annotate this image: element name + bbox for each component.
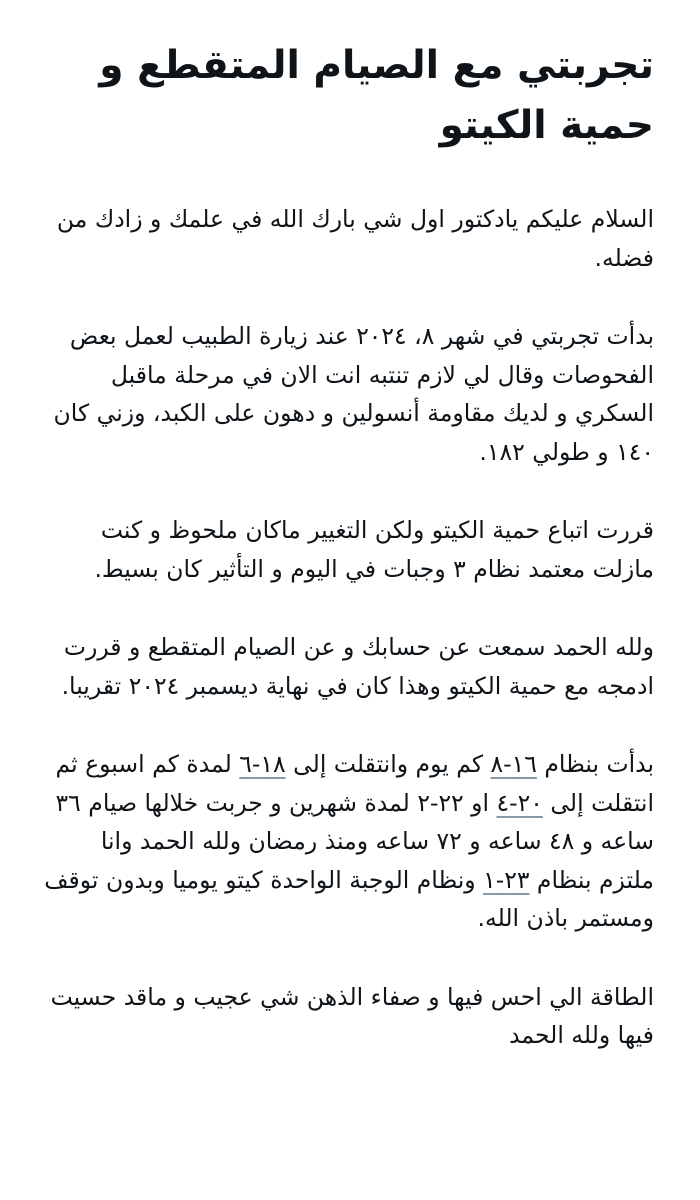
schedule-link-20-4[interactable]: ٢٠-٤: [496, 788, 543, 817]
schedule-text-2: كم يوم وانتقلت إلى: [285, 750, 491, 778]
schedule-text-1: بدأت بنظام: [536, 750, 654, 778]
paragraph-keto: قررت اتباع حمية الكيتو ولكن التغيير ماكان ملحوظ و كنت مازلت معتمد نظام ٣ وجبات في اليوم و التأثير كان بسيط.: [94, 516, 654, 583]
paragraph-energy: الطاقة الي احس فيها و صفاء الذهن شي عجيب و ماقد حسيت فيها ولله الحمد: [50, 982, 654, 1049]
article-title: تجربتي مع الصيام المتقطع و حمية الكيتو: [99, 43, 654, 148]
schedule-link-23-1[interactable]: ٢٣-١: [483, 865, 530, 894]
schedule-text-5: ونظام الوجبة الواحدة كيتو يوميا وبدون توقف ومستمر باذن الله.: [44, 865, 654, 932]
schedule-link-16-8[interactable]: ١٦-٨: [490, 750, 537, 778]
paragraph-schedule: [40, 745, 654, 938]
schedule-link-18-6[interactable]: ١٨-٦: [239, 750, 286, 778]
paragraph-start: بدأت تجربتي في شهر ٨، ٢٠٢٤ عند زيارة الطبيب لعمل بعض الفحوصات وقال لي لازم تنتبه انت الان في مرحلة ماقبل السكري و لديك مقاومة أنسولين و دهون على الكبد، وزني كان ١٤٠ و طولي ١٨٢.: [53, 322, 654, 466]
schedule-text-4: او ٢٢-٢ لمدة شهرين و جربت خلالها صيام ٣٦ ساعه و ٤٨ ساعه و ٧٢ ساعه ومنذ رمضان ولله الحمد وانا ملتزم بنظام: [55, 788, 654, 894]
paragraph-greeting: السلام عليكم يادكتور اول شي بارك الله في علمك و زادك من فضله.: [56, 205, 654, 272]
schedule-text-3: لمدة كم اسبوع ثم انتقلت إلى: [55, 750, 654, 817]
paragraph-fasting: ولله الحمد سمعت عن حسابك و عن الصيام المتقطع و قررت ادمجه مع حمية الكيتو وهذا كان في نهاية ديسمبر ٢٠٢٤ تقريبا.: [61, 633, 654, 700]
